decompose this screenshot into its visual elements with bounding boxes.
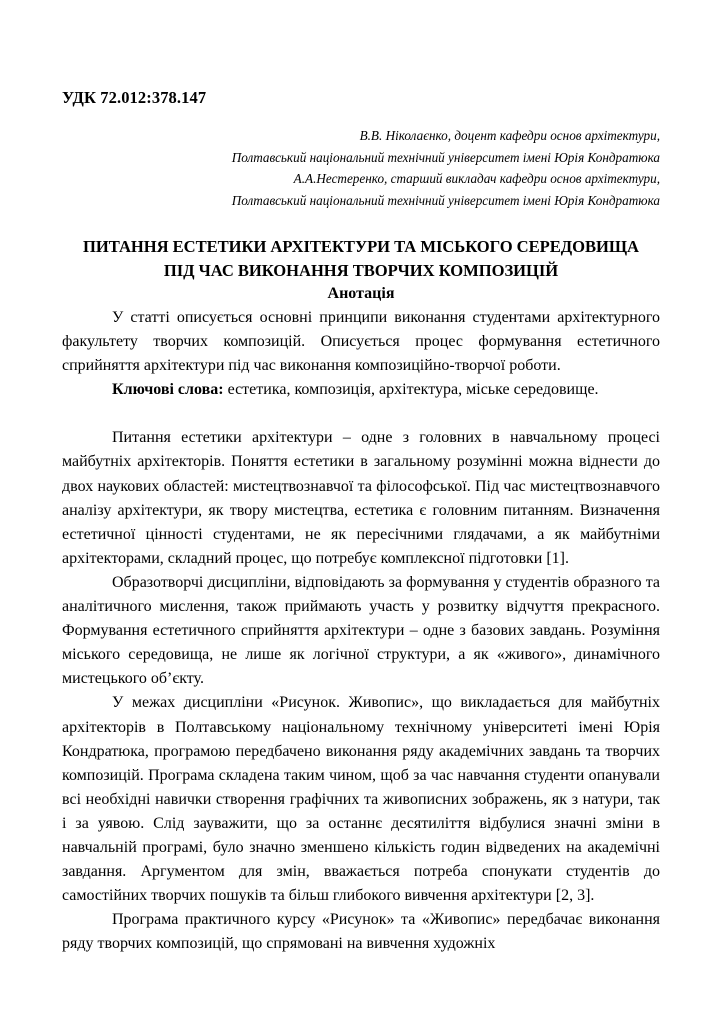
keywords-line [62, 378, 660, 402]
body-paragraph: У межах дисципліни «Рисунок. Живопис», що викладається для майбутніх архітекторів в Полтавському національному технічному університеті імені Юрія Кондратюка, програмою передбачено виконання ряду академічних завдань та творчих композицій. Програма складена таким чином, щоб за час навчання студенти опанували всі необхідні навички створення графічних та живописних зображень, як з натури, так і за уявою. Слід зауважити, що за останнє десятиліття відбулися значні зміни в навчальній програмі, було значно зменшено кількість годин відведених на академічні завдання. Аргументом для змін, вважається потреба спонукати студентів до самостійних творчих пошуків та більш глибокого вивчення архітектури [2, 3]. [62, 694, 660, 905]
author-line: А.А.Нестеренко, старший викладач кафедри основ архітектури, [293, 171, 660, 186]
page-title [62, 235, 660, 282]
abstract-text: У статті описується основні принципи виконання студентами архітектурного факультету творчих композицій. Описується процес формування естетичного сприйняття архітектури під час виконання композиційно-творчої роботи. [62, 309, 660, 375]
author-line: В.В. Ніколаєнко, доцент кафедри основ архітектури, [359, 128, 660, 143]
udc-code: УДК 72.012:378.147 [62, 88, 207, 107]
keywords-label: Ключові слова: [112, 381, 224, 399]
abstract-heading: Анотація [327, 285, 395, 302]
body-paragraph: Програма практичного курсу «Рисунок» та «Живопис» передбачає виконання ряду творчих композицій, що спрямовані на вивчення художніх [62, 911, 660, 953]
body-paragraph: Питання естетики архітектури – одне з головних в навчальному процесі майбутніх архітекторів. Поняття естетики в загальному розумінні можна віднести до двох наукових областей: мистецтвознавчої та філософської. Під час мистецтвознавчого аналізу архітектури, як твору мистецтва, естетика є головним питанням. Визначення естетичної цінності студентами, не як пересічними глядачами, а як майбутніми архітекторами, складний процес, що потребує комплексної підготовки [1]. [62, 429, 660, 567]
author-affiliation-block [62, 125, 660, 211]
title-line-2: ПІД ЧАС ВИКОНАННЯ ТВОРЧИХ КОМПОЗИЦІЙ [163, 260, 559, 280]
author-line: Полтавський національний технічний університет імені Юрія Кондратюка [231, 149, 660, 165]
body-paragraph: Образотворчі дисципліни, відповідають за формування у студентів образного та аналітичного мислення, також приймають участь у розвитку відчуття прекрасного. Формування естетичного сприйняття архітектури – одне з базових завдань. Розуміння міського середовища, не лише як логічної структури, а як «живого», динамічного мистецького об’єкту. [62, 573, 660, 688]
title-line-1: ПИТАННЯ ЕСТЕТИКИ АРХІТЕКТУРИ ТА МІСЬКОГО СЕРЕДОВИЩА [83, 237, 639, 256]
page-content [62, 0, 660, 956]
author-line: Полтавський національний технічний університет імені Юрія Кондратюка [231, 192, 660, 208]
keywords-values: естетика, композиція, архітектура, міське середовище. [223, 381, 599, 399]
